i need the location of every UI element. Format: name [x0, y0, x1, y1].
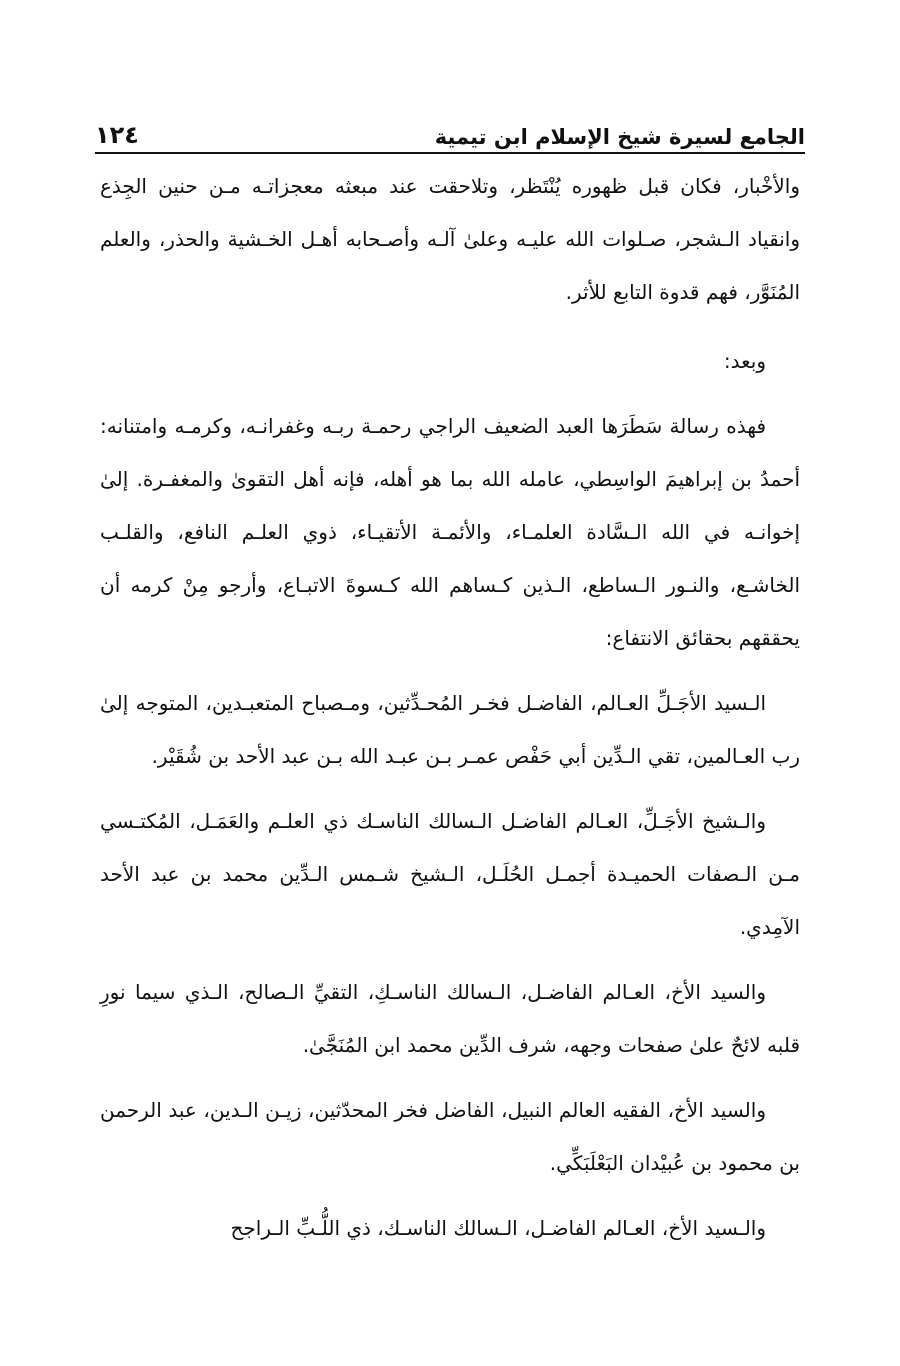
running-header	[95, 108, 805, 152]
paragraph-continuation: والأخْبار، فكان قبل ظهوره يُنْتَظر، وتلاحقت عند مبعثه معجزاتـه مـن حنين الجِذع وانقياد الـشجر، صـلوات الله عليـه وعلىٰ آلـه وأصـحابه أهـل الخـشية والحذر، والعلم المُنَوَّر، فهم قدوة التابع للأثر.	[100, 174, 800, 304]
page-number: ١٢٤	[95, 121, 139, 150]
paragraph-recipient-5: والـسيد الأخ، العـالم الفاضـل، الـسالك الناسـك، ذي اللُّـبِّ الـراجح	[230, 1216, 766, 1240]
paragraph-recipient-4: والسيد الأخ، الفقيه العالم النبيل، الفاضل فخر المحدّثين، زيـن الـدين، عبد الرحمن بن محمود بن عُبيْدان البَعْلَبَكِّي.	[100, 1098, 800, 1175]
page-body	[100, 160, 800, 1326]
paragraph-recipient-1: الـسيد الأجَـلِّ العـالم، الفاضـل فخـر المُحـدِّثين، ومـصباح المتعبـدين، المتوجه إلىٰ رب العـالمين، تقي الـدِّين أبي حَفْص عمـر بـن عبـد الله بـن عبد الأحد بن شُقَيْر.	[100, 691, 800, 768]
header-rule	[95, 152, 805, 154]
running-title: الجامع لسيرة شيخ الإسلام ابن تيمية	[434, 124, 805, 149]
paragraph-wabad: وبعد:	[723, 349, 766, 373]
paragraph-recipient-3: والسيد الأخ، العـالم الفاضـل، الـسالك الناسـكِ، التقيِّ الـصالح، الـذي سيما نورِ قلبه لائحٌ علىٰ صفحات وجهه، شرف الدِّين محمد ابن المُنَجَّىٰ.	[100, 980, 800, 1057]
paragraph-recipient-2: والـشيخ الأجَـلِّ، العـالم الفاضـل الـسالك الناسـك ذي العلـم والعَمَـل، المُكتـسي مـن الـصفات الحميـدة أجمـل الحُلَـل، الـشيخ شـمس الـدِّين محمد بن عبد الأحد الآمِدي.	[100, 809, 800, 939]
paragraph-intro: فهذه رسالة سَطَرَها العبد الضعيف الراجي رحمـة ربـه وغفرانـه، وكرمـه وامتنانه: أحمدُ بن إبراهيمَ الواسِطي، عامله الله بما هو أهله، فإنه أهل التقوىٰ والمغفـرة. إلىٰ إخوانـه في الله الـسَّادة العلمـاء، والأئمـة الأتقيـاء، ذوي العلـم النافع، والقلـب الخاشـع، والنـور الـساطع، الـذين كـساهم الله كـسوةَ الاتبـاع، وأرجو مِنْ كرمه أن يحققهم بحقائق الانتفاع:	[100, 414, 800, 650]
